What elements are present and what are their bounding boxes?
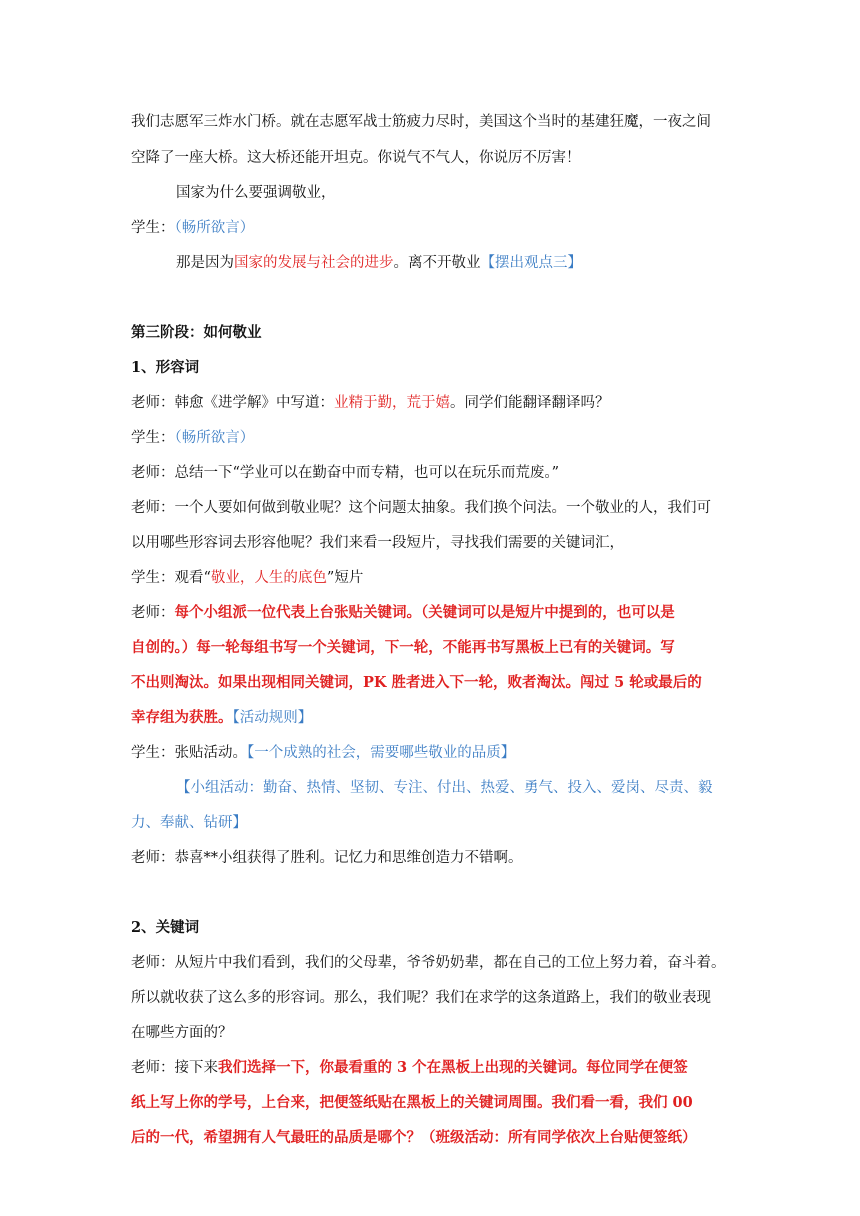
paragraph-line [176,253,776,273]
activity-instruction-line [131,708,731,728]
stage-heading: 第三阶段：如何敬业 [131,324,262,341]
teacher-line [131,393,731,413]
teacher-line: 以用哪些形容词去形容他呢？我们来看一段短片，寻找我们需要的关键词汇， [131,535,624,551]
student-line [131,568,731,588]
speaker-label: 学生： [131,220,175,236]
teacher-line: 老师：从短片中我们看到，我们的父母辈，爷爷奶奶辈，都在自己的工位上努力着，奋斗着。 [131,955,726,971]
text-run: 学生：观看“ [131,570,211,586]
activity-instruction: 不出则淘汰。如果出现相同关键词，PK 胜者进入下一轮，败者淘汰。闯过 5 轮或最后的 [131,674,702,691]
text-run: 学生：张贴活动。 [131,745,247,761]
activity-instruction: 每个小组派一位代表上台张贴关键词。（关键词可以是短片中提到的，也可以是 [174,604,675,621]
text-run: 。同学们能翻译翻译吗？ [450,395,610,411]
speaker-label: 老师： [131,605,175,621]
activity-instruction: 纸上写上你的学号，上台来，把便签纸贴在黑板上的关键词周围。我们看一看，我们 00 [131,1094,693,1111]
teacher-line: 老师：一个人要如何做到敬业呢？这个问题太抽象。我们换个问法。一个敬业的人，我们可 [131,500,711,516]
student-line [131,218,731,238]
teacher-line: 在哪些方面的？ [131,1025,233,1041]
activity-instruction: 自创的。）每一轮每组书写一个关键词，下一轮，不能再书写黑板上已有的关键词。写 [131,639,675,656]
teacher-line [131,603,731,623]
paragraph-line: 国家为什么要强调敬业， [176,185,336,201]
group-activity-note: 【小组活动：勤奋、热情、坚韧、专注、付出、热爱、勇气、投入、爱岗、尽责、毅 [176,780,713,796]
text-run: 。离不开敬业 [393,255,481,271]
student-note: 【一个成熟的社会，需要哪些敬业的品质】 [247,745,516,761]
teacher-line: 所以就收获了这么多的形容词。那么，我们呢？我们在求学的这条道路上，我们的敬业表现 [131,990,711,1006]
video-title: 敬业，人生的底色 [210,570,327,586]
student-note: （畅所欲言） [174,430,255,446]
paragraph-line: 空降了一座大桥。这大桥还能开坦克。你说气不气人，你说厉不厉害！ [131,150,581,166]
viewpoint-note: 【摆出观点三】 [480,255,582,271]
section-heading-2: 2、关键词 [131,919,200,936]
group-activity-note: 力、奉献、钻研】 [131,815,247,831]
teacher-line: 老师：总结一下“学业可以在勤奋中而专精，也可以在玩乐而荒废。” [131,465,560,481]
text-run: ”短片 [326,570,364,586]
speaker-label: 学生： [131,430,175,446]
paragraph-line: 我们志愿军三炸水门桥。就在志愿军战士筋疲力尽时，美国这个当时的基建狂魔，一夜之间 [131,114,711,130]
activity-instruction: 幸存组为获胜。 [131,709,233,726]
emphasis-quote: 业精于勤，荒于嬉 [334,395,450,411]
student-line [131,743,731,763]
teacher-line: 老师：恭喜**小组获得了胜利。记忆力和思维创造力不错啊。 [131,850,523,866]
emphasis-text: 国家的发展与社会的进步 [234,255,394,271]
text-run: 老师：接下来 [131,1060,218,1076]
activity-instruction: 我们选择一下，你最看重的 3 个在黑板上出现的关键词。每位同学在便签 [218,1059,688,1076]
teacher-line [131,1058,731,1078]
text-run: 老师：韩愈《进学解》中写道： [131,395,334,411]
student-note: （畅所欲言） [174,220,255,236]
section-heading-1: 1、形容词 [131,359,200,376]
student-line [131,428,731,448]
activity-instruction: 后的一代，希望拥有人气最旺的品质是哪个？（班级活动：所有同学依次上台贴便签纸） [131,1129,697,1146]
text-run: 那是因为 [176,255,234,271]
activity-rules-note: 【活动规则】 [232,710,313,726]
